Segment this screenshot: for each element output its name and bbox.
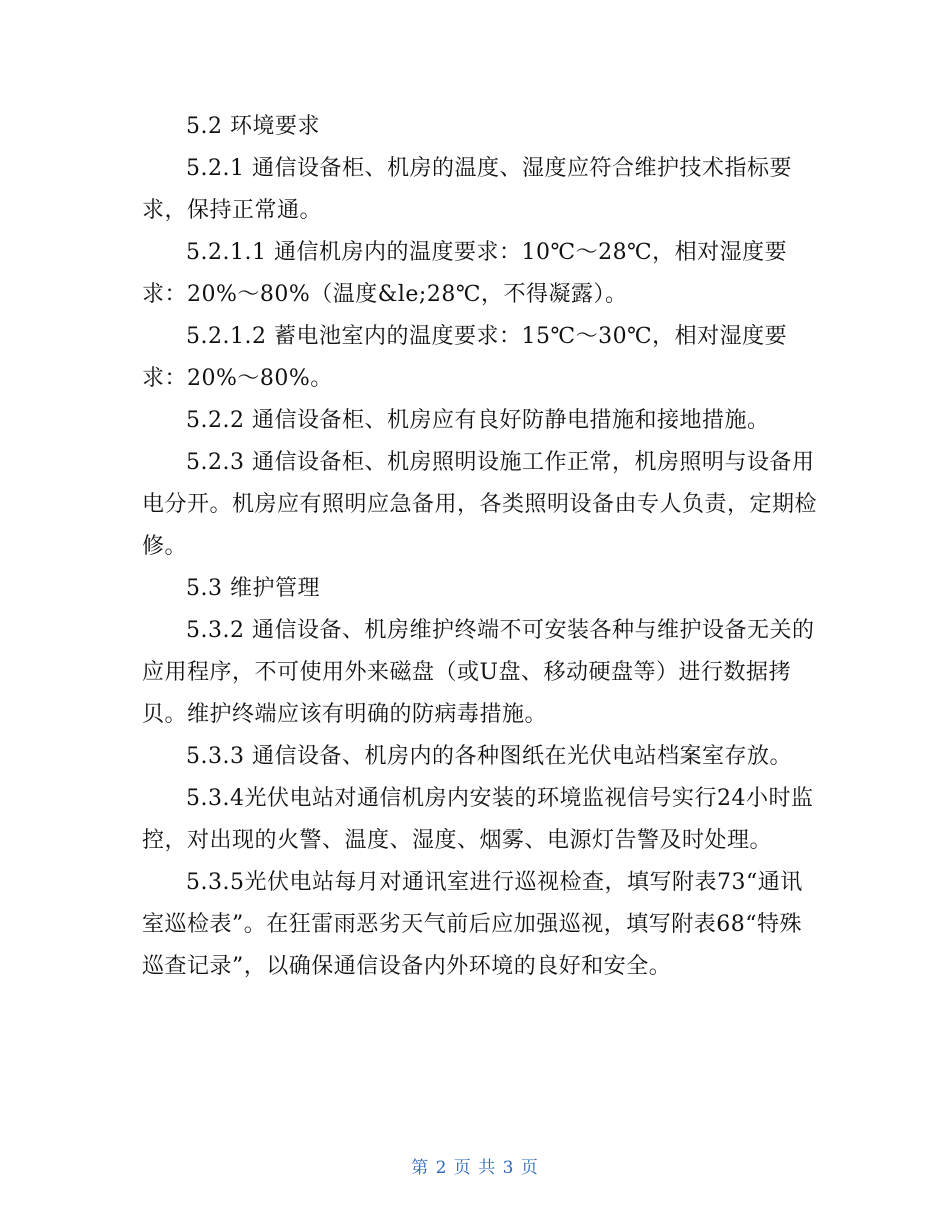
paragraph-5-3-5: 5.3.5光伏电站每月对通讯室进行巡视检查，填写附表73“通讯室巡检表”。在狂雷雨恶劣天气前后应加强巡视，填写附表68“特殊巡查记录”，以确保通信设备内外环境的良好和安全。	[142, 870, 803, 979]
section-heading-5-2: 5.2 环境要求	[186, 114, 320, 139]
page-number-footer: 第 2 页 共 3 页	[411, 1158, 539, 1178]
paragraph-5-3-4: 5.3.4光伏电站对通信机房内安装的环境监视信号实行24小时监控，对出现的火警、温度、湿度、烟雾、电源灯告警及时处理。	[142, 786, 814, 853]
paragraph-5-2-3: 5.2.3 通信设备柜、机房照明设施工作正常，机房照明与设备用电分开。机房应有照明应急备用，各类照明设备由专人负责，定期检修。	[142, 450, 818, 559]
paragraph-5-2-2: 5.2.2 通信设备柜、机房应有良好防静电措施和接地措施。	[186, 408, 770, 433]
paragraph-5-2-1: 5.2.1 通信设备柜、机房的温度、湿度应符合维护技术指标要求，保持正常通。	[142, 156, 792, 223]
paragraph-5-2-1-2: 5.2.1.2 蓄电池室内的温度要求：15℃～30℃，相对湿度要求：20%～80%。	[142, 324, 788, 391]
paragraph-5-2-1-1: 5.2.1.1 通信机房内的温度要求：10℃～28℃，相对湿度要求：20%～80%（温度&le;28℃，不得凝露）。	[142, 240, 788, 307]
section-heading-5-3: 5.3 维护管理	[186, 576, 320, 601]
document-body	[142, 106, 822, 988]
paragraph-5-3-3: 5.3.3 通信设备、机房内的各种图纸在光伏电站档案室存放。	[186, 744, 792, 769]
paragraph-5-3-2: 5.3.2 通信设备、机房维护终端不可安装各种与维护设备无关的应用程序，不可使用外来磁盘（或U盘、移动硬盘等）进行数据拷贝。维护终端应该有明确的防病毒措施。	[142, 618, 815, 727]
